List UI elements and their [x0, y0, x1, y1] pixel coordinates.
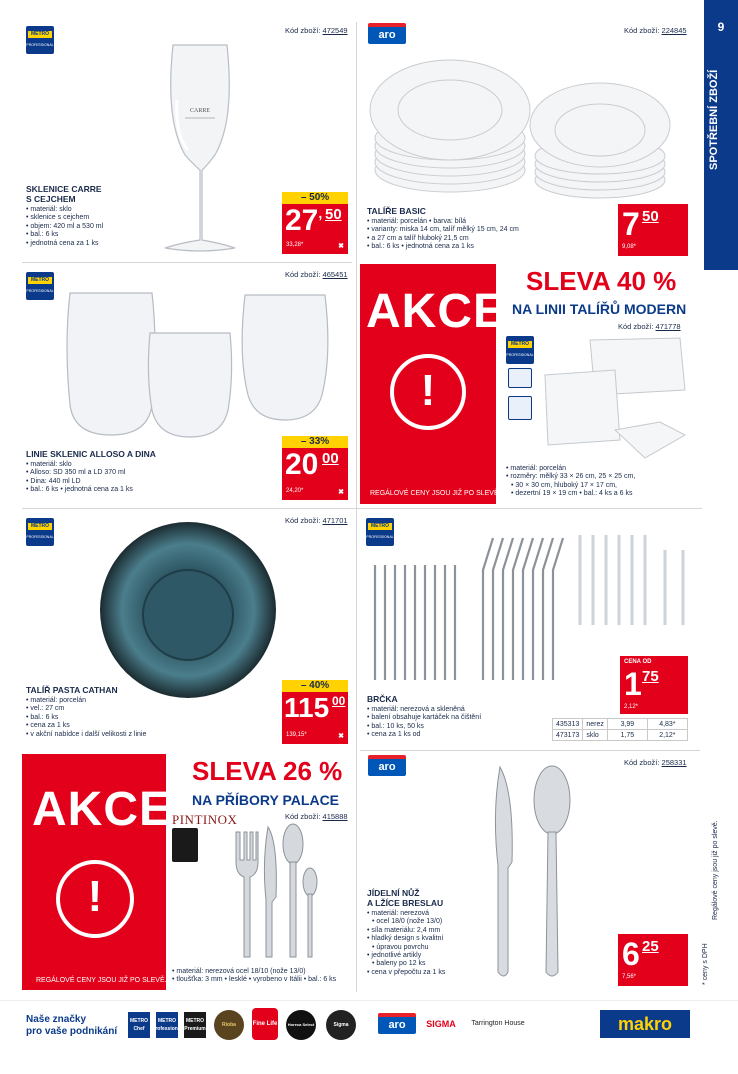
- product-code: Kód zboží: 224845: [624, 26, 687, 35]
- brand-logo: METRO Chef: [128, 1012, 150, 1038]
- discount-label: – 33%: [282, 436, 348, 448]
- product-title: SKLENICE CARRE S CEJCHEM: [26, 184, 102, 204]
- certification-badge: [172, 828, 198, 862]
- promo-subtitle: NA LINII TALÍŘŮ MODERN: [512, 301, 687, 317]
- product-specs: • materiál: sklo • sklenice s cejchem • objem: 420 ml a 530 ml • bal.: 6 ks • jednotná cena za 1 ks: [26, 206, 103, 248]
- page-number: 9: [717, 20, 725, 34]
- product-code: Kód zboží: 465451: [285, 270, 348, 279]
- metro-professional-badge: METRO PROFESSIONAL: [26, 272, 54, 300]
- akce-title: AKCE: [366, 285, 507, 338]
- price-tag: 7 50 9,08*: [618, 204, 688, 256]
- metro-professional-badge: METRO PROFESSIONAL: [26, 26, 54, 54]
- price-tag: – 50% 27, 50 33,28* ✖: [282, 192, 348, 254]
- makro-logo: makro: [600, 1010, 690, 1038]
- product-title: TALÍŘ PASTA CATHAN: [26, 685, 118, 695]
- price-note-vertical: Regálové ceny jsou již po slevě.: [712, 820, 719, 920]
- promo-banner: [22, 754, 173, 990]
- price-note: REGÁLOVÉ CENY JSOU JIŽ PO SLEVĚ.: [370, 490, 501, 497]
- divider: [360, 750, 700, 751]
- price-table: [552, 718, 688, 741]
- footer-label: Naše značky pro vaše podnikání: [26, 1014, 118, 1037]
- product-title: TALÍŘE BASIC: [367, 206, 426, 216]
- metro-professional-badge: METRO PROFESSIONAL: [26, 518, 54, 546]
- alert-icon: !: [56, 860, 134, 938]
- pintinox-logo: PINTINOX: [172, 812, 238, 827]
- product-title: LINIE SKLENIC ALLOSO A DINA: [26, 449, 156, 459]
- akce-title: AKCE: [32, 783, 173, 836]
- footer-divider: [0, 1000, 738, 1001]
- table-row: 473173 sklo 1,75 2,12*: [553, 730, 688, 741]
- discount-label: – 50%: [282, 192, 348, 204]
- category-sidebar: [704, 0, 738, 270]
- divider: [22, 508, 702, 509]
- brand-logo: METRO Professional: [156, 1012, 178, 1038]
- product-code: Kód zboží: 258331: [624, 758, 687, 767]
- alert-icon: !: [390, 354, 466, 430]
- aro-badge: aro: [378, 1016, 416, 1034]
- brand-logo: Rioba: [214, 1010, 244, 1040]
- microwave-icon: [508, 368, 532, 388]
- knife-spoon-image: [480, 762, 590, 987]
- metro-professional-badge: METRO PROFESSIONAL: [506, 336, 534, 364]
- category-title: SPOTŘEBNÍ ZBOŽÍ: [708, 69, 720, 170]
- brand-logo: Fine Life: [252, 1008, 278, 1040]
- product-code: Kód zboží: 471778: [618, 322, 681, 331]
- product-specs: • materiál: porcelán • rozměry: mělký 33 × 26 cm, 25 × 25 cm, • 30 × 30 cm, hluboký 17 × 17 cm, • dezertní 19 × 19 cm • bal.: 4 ks a 6 ks: [506, 465, 635, 499]
- product-title: JÍDELNÍ NŮŽ A LŽÍCE BRESLAU: [367, 888, 444, 908]
- aro-badge: aro: [368, 26, 406, 44]
- square-plates-image: [540, 330, 690, 460]
- aro-badge: aro: [368, 758, 406, 776]
- product-specs: • materiál: porcelán • vel.: 27 cm • bal.: 6 ks • cena za 1 ks • v akční nabídce i další velikosti z linie: [26, 697, 146, 739]
- table-row: 435313 nerez 3,99 4,83*: [553, 719, 688, 730]
- cutlery-image: [228, 822, 323, 962]
- price-tag: – 33% 20 00 24,20* ✖: [282, 436, 348, 500]
- product-specs: • materiál: nerezová a skleněná • balení obsahuje kartáček na čištění • bal.: 10 ks, 50 ks • cena za 1 ks od: [367, 706, 481, 740]
- price-tag: 6 25 7,56*: [618, 934, 688, 986]
- brand-logo: Tarrington House: [471, 1020, 525, 1027]
- discount-label: – 40%: [282, 680, 348, 692]
- glasses-image: [60, 285, 345, 445]
- promo-subtitle: NA PŘÍBORY PALACE: [192, 792, 340, 808]
- product-code: Kód zboží: 471701: [285, 516, 348, 525]
- promo-banner: [360, 264, 507, 504]
- brand-logo: Sigma: [326, 1010, 356, 1040]
- product-specs: • materiál: porcelán • barva: bílá • varianty: miska 14 cm, talíř mělký 15 cm, 24 cm • a 27 cm a talíř hluboký 21,5 cm • bal.: 6 ks • jednotná cena za 1 ks: [367, 218, 519, 252]
- wine-glass-image: [155, 40, 245, 255]
- product-code: Kód zboží: 415888: [285, 812, 348, 821]
- product-specs: • materiál: nerezová • ocel 18/0 (nože 13/0) • síla materiálu: 2,4 mm • hladký design s kvalitní • úpravou povrchu • jednotlivé artikly • baleny po 12 ks • cena v přepočtu za 1 ks: [367, 910, 445, 977]
- brand-logo: METRO Premium: [184, 1012, 206, 1038]
- brand-logo: SIGMA: [426, 1019, 456, 1029]
- divider: [22, 262, 352, 263]
- product-title: BRČKA: [367, 694, 398, 704]
- sleva-headline: SLEVA 40 %: [526, 266, 677, 296]
- metro-professional-badge: METRO PROFESSIONAL: [366, 518, 394, 546]
- brand-logo: Horeca Select: [286, 1010, 316, 1040]
- divider-vertical: [356, 22, 357, 992]
- price-note: REGÁLOVÉ CENY JSOU JIŽ PO SLEVĚ.: [36, 977, 167, 984]
- price-tag: CENA OD 1 75 2,12*: [620, 656, 688, 714]
- dishwasher-icon: [508, 396, 532, 420]
- sleva-headline: SLEVA 26 %: [192, 756, 343, 786]
- product-specs: • materiál: nerezová ocel 18/10 (nože 13/0) • tloušťka: 3 mm • lesklé • vyrobeno v Itálii • bal.: 6 ks: [172, 968, 336, 985]
- plates-image: [365, 50, 695, 200]
- product-code: Kód zboží: 472549: [285, 26, 348, 35]
- product-specs: • materiál: sklo • Alloso: SD 350 ml a LD 370 ml • Dina: 440 ml LD • bal.: 6 ks • jednotná cena za 1 ks: [26, 461, 133, 495]
- svg-text:CARRE: CARRE: [189, 108, 211, 114]
- vat-note: * ceny s DPH: [702, 943, 709, 985]
- price-tag: – 40% 115 00 139,15* ✖: [282, 680, 348, 744]
- pasta-plate-image: [98, 520, 278, 700]
